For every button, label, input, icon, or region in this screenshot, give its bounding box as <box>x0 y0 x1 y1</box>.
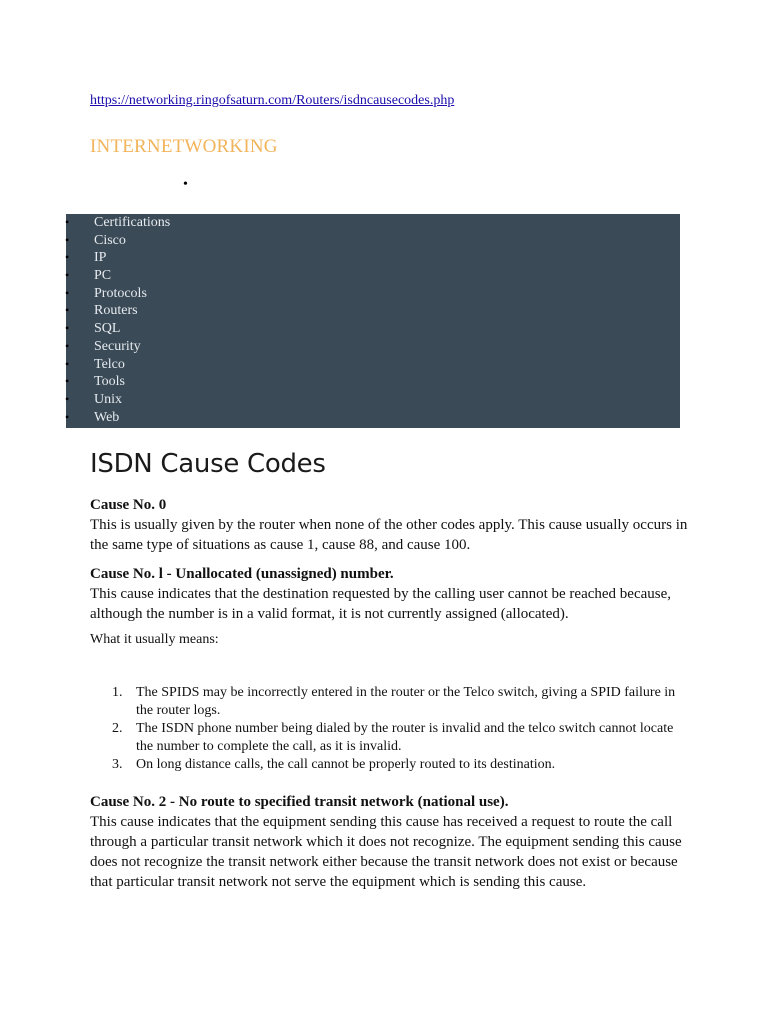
meaning-label: What it usually means: <box>90 632 219 647</box>
nav-item-label: Telco <box>94 356 125 372</box>
list-item <box>90 684 690 719</box>
nav-item-label: Protocols <box>94 285 147 301</box>
cause-1-reasons-list <box>90 684 690 775</box>
source-url-link[interactable]: https://networking.ringofsaturn.com/Routers/isdncausecodes.php <box>90 93 455 108</box>
nav-item-pc[interactable] <box>66 267 170 285</box>
list-item <box>90 756 690 774</box>
site-title[interactable]: INTERNETWORKING <box>90 136 278 157</box>
nav-item-telco[interactable] <box>66 356 170 374</box>
page-title: ISDN Cause Codes <box>90 449 326 479</box>
nav-item-label: Routers <box>94 303 138 319</box>
list-item-number: 1. <box>112 685 123 700</box>
nav-item-security[interactable] <box>66 338 170 356</box>
nav-item-label: Certifications <box>94 215 171 230</box>
list-item-text: On long distance calls, the call cannot be properly routed to its destination. <box>136 757 556 772</box>
list-item <box>90 720 690 755</box>
nav-item-sql[interactable] <box>66 320 170 338</box>
nav-item-routers[interactable] <box>66 302 170 320</box>
list-item-number: 2. <box>112 721 123 736</box>
bullet-icon: • <box>65 338 70 353</box>
nav-item-unix[interactable] <box>66 391 170 409</box>
bullet-icon: • <box>65 374 70 389</box>
nav-item-label: Cisco <box>94 232 126 248</box>
nav-item-ip[interactable] <box>66 249 170 267</box>
cause-1-section <box>90 565 690 624</box>
category-list <box>66 214 170 426</box>
bullet-icon: • <box>65 250 70 265</box>
nav-item-label: Unix <box>94 391 122 407</box>
cause-0-description: This is usually given by the router when none of the other codes apply. This cause usually occurs in the same type of situations as cause 1, cause 88, and cause 100. <box>90 517 688 553</box>
bullet-icon: • <box>65 391 70 406</box>
bullet-icon: • <box>65 356 70 371</box>
nav-item-protocols[interactable] <box>66 285 170 303</box>
nav-item-web[interactable] <box>66 409 170 427</box>
cause-2-description: This cause indicates that the equipment sending this cause has received a request to route the call through a particular transit network which it does not recognize. The equipment sending this cause does not recognize the transit network either because the transit network does not exist or because that particular transit network not serve the equipment which is sending this cause. <box>90 814 682 890</box>
nav-item-label: SQL <box>94 321 121 337</box>
bullet-icon: • <box>65 321 70 336</box>
list-item-text: The ISDN phone number being dialed by the router is invalid and the telco switch cannot locate the number to complete the call, as it is invalid. <box>136 721 674 754</box>
nav-item-label: PC <box>94 268 112 284</box>
nav-item-label: IP <box>94 250 107 266</box>
cause-0-section <box>90 496 690 555</box>
nav-item-label: Web <box>94 409 120 425</box>
list-item-text: The SPIDS may be incorrectly entered in the router or the Telco switch, giving a SPID failure in the router logs. <box>136 685 676 718</box>
cause-1-description: This cause indicates that the destination requested by the calling user cannot be reached because, although the number is in a valid format, it is not currently assigned (allocated). <box>90 586 672 622</box>
nav-item-certifications[interactable] <box>66 214 170 232</box>
cause-2-section <box>90 793 690 892</box>
bullet-icon: • <box>65 268 70 283</box>
cause-1-heading: Cause No. l - Unallocated (unassigned) number. <box>90 566 394 582</box>
bullet-icon: • <box>65 409 70 424</box>
list-item-number: 3. <box>112 757 123 772</box>
cause-2-heading: Cause No. 2 - No route to specified transit network (national use). <box>90 794 509 810</box>
list-bullet: • <box>183 177 188 192</box>
bullet-icon: • <box>65 215 70 229</box>
nav-item-tools[interactable] <box>66 373 170 391</box>
bullet-icon: • <box>65 303 70 318</box>
bullet-icon: • <box>65 285 70 300</box>
cause-0-heading: Cause No. 0 <box>90 497 167 513</box>
nav-item-label: Security <box>94 338 141 354</box>
nav-item-cisco[interactable] <box>66 232 170 250</box>
category-nav <box>66 214 680 428</box>
bullet-icon: • <box>65 232 70 247</box>
nav-item-label: Tools <box>94 374 125 390</box>
